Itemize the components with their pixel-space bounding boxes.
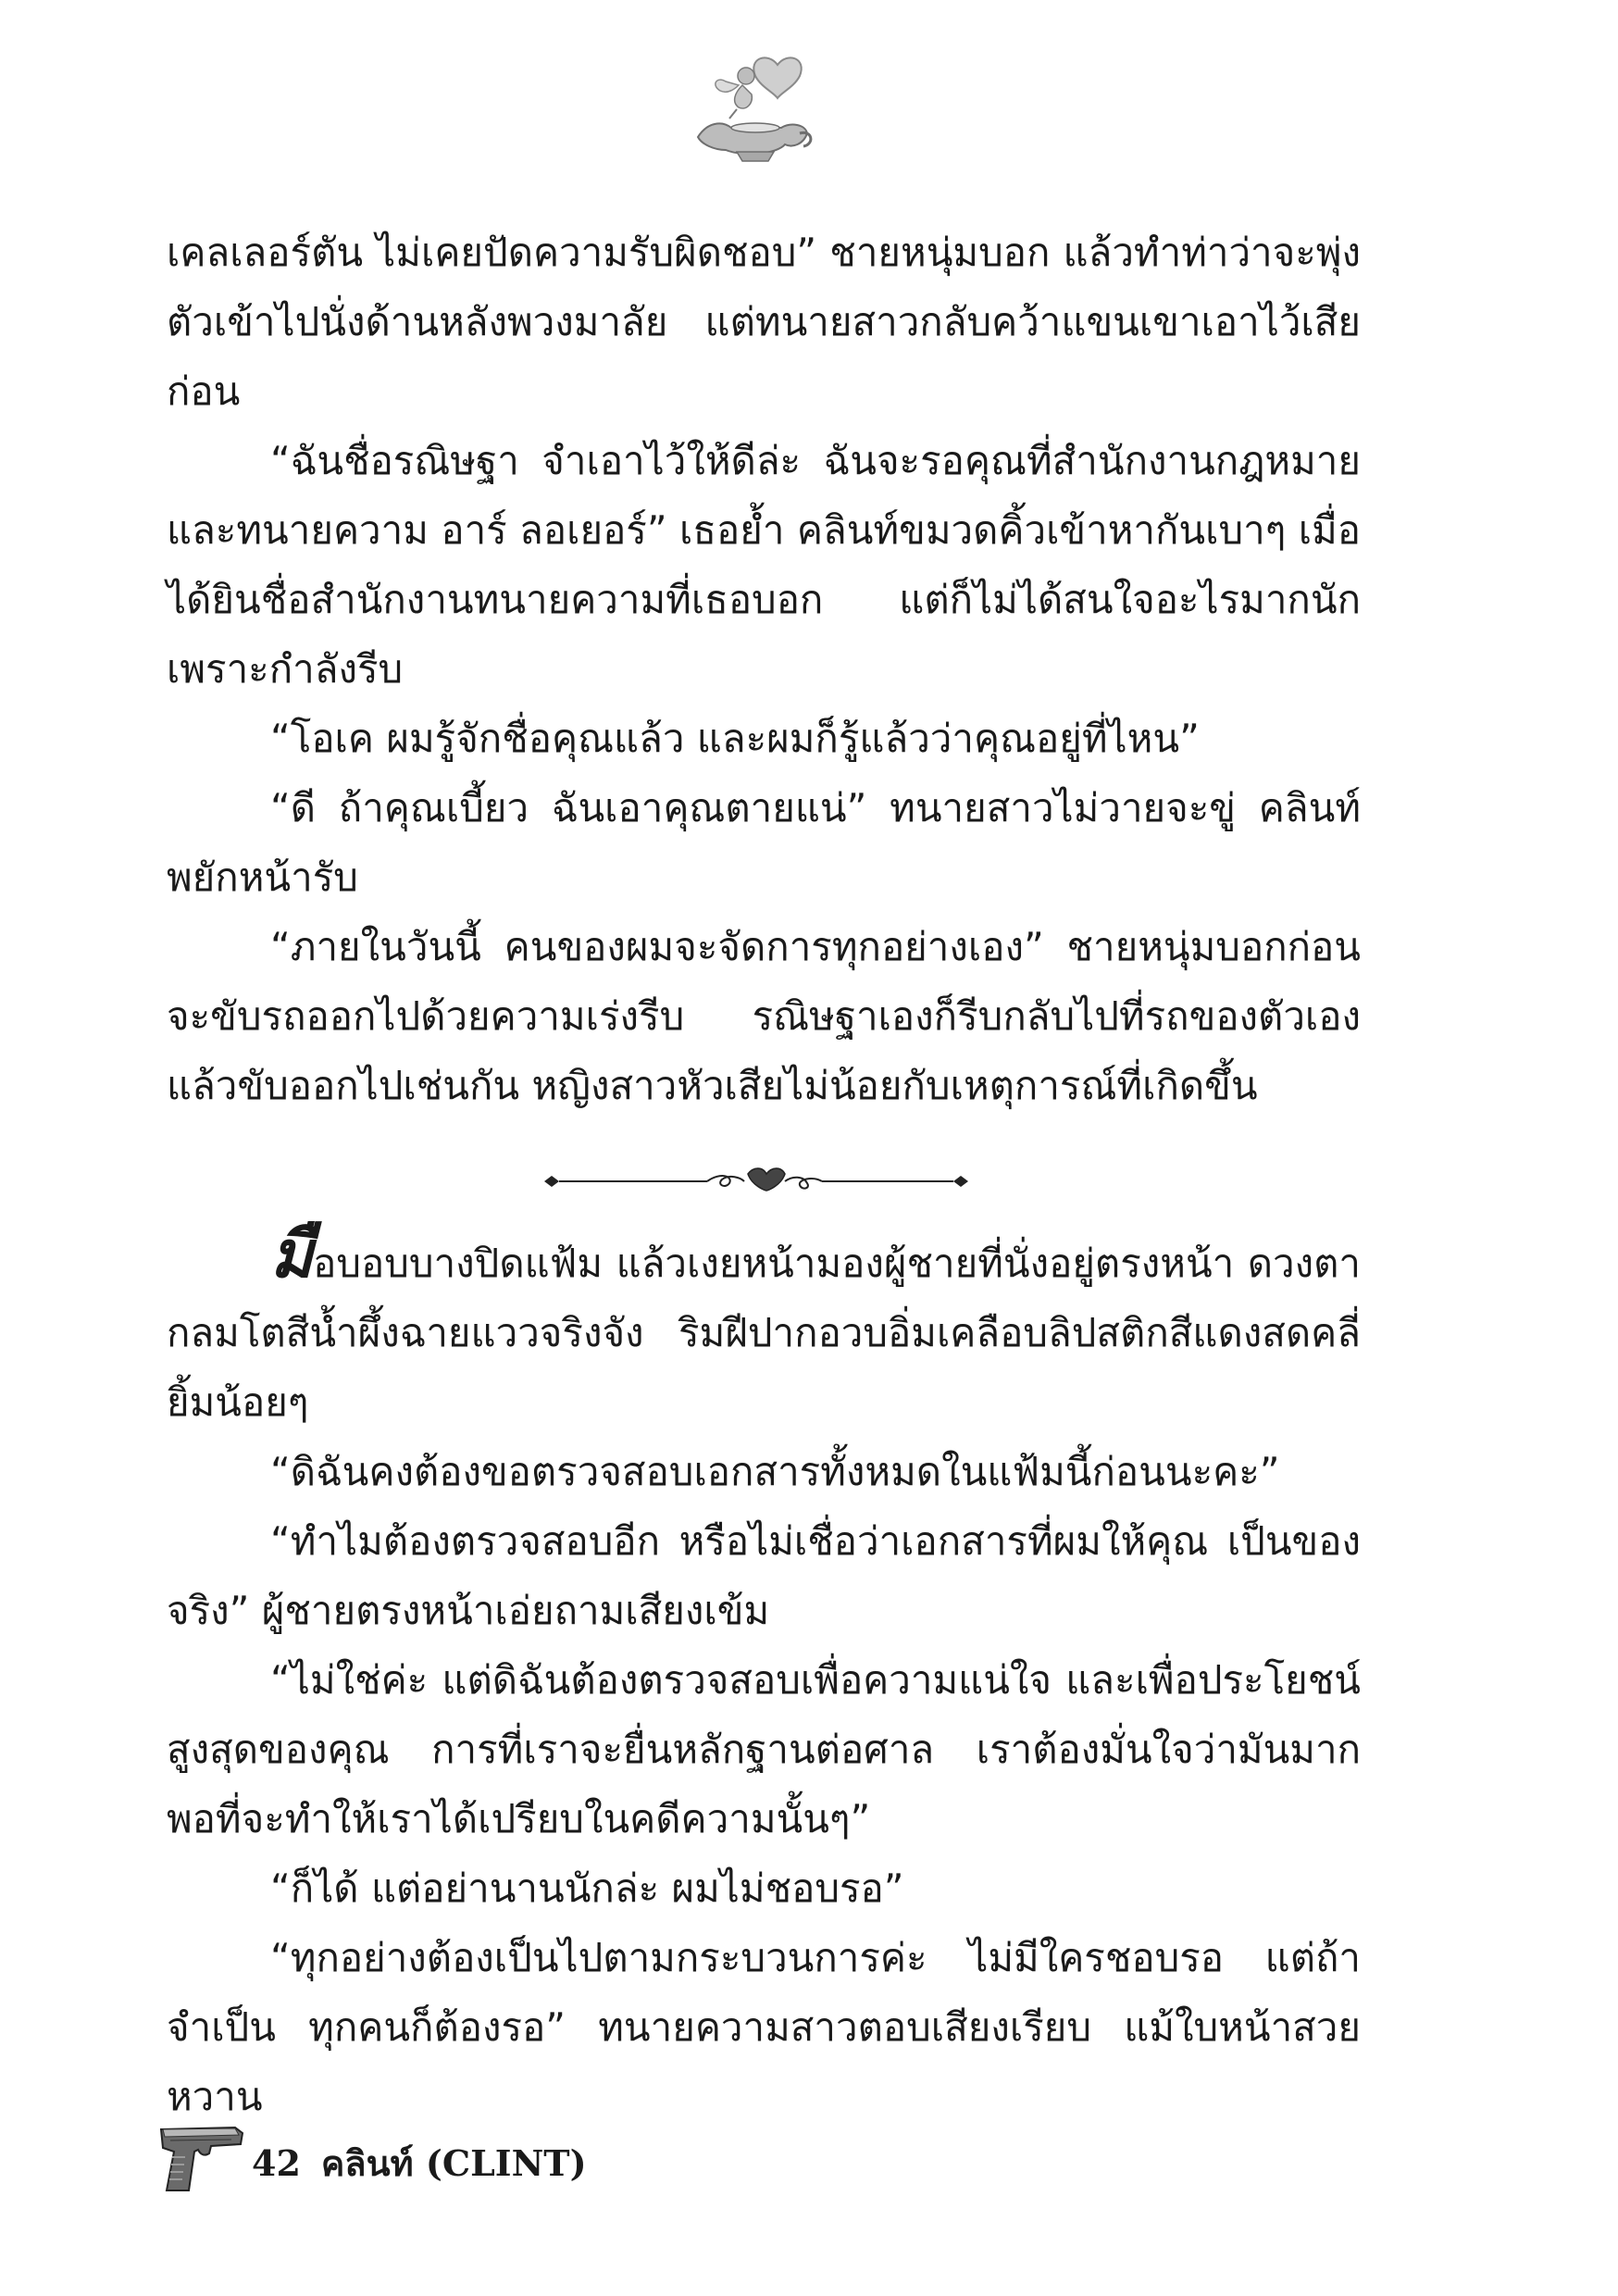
section-1-text <box>167 218 1361 1120</box>
paragraph: “โอเค ผมรู้จักชื่อคุณแล้ว และผมก็รู้แล้วว่าคุณอยู่ที่ไหน” <box>270 716 1200 761</box>
paragraph: “ทำไมต้องตรวจสอบอีก หรือไม่เชื่อว่าเอกสารที่ผมให้คุณ เป็นของจริง” ผู้ชายตรงหน้าเอ่ยถามเสียงเข้ม <box>167 1518 1361 1633</box>
paragraph: เคลเลอร์ตัน ไม่เคยปัดความรับผิดชอบ” ชายหนุ่มบอก แล้วทำท่าว่าจะพุ่งตัวเข้าไปนั่งด้านหลังพวงมาลัย แต่ทนายสาวกลับคว้าแขนเขาเอาไว้เสียก่อน <box>167 230 1361 414</box>
paragraph: “ทุกอย่างต้องเป็นไปตามกระบวนการค่ะ ไม่มีใครชอบรอ แต่ถ้าจำเป็น ทุกคนก็ต้องรอ” ทนายความสาวตอบเสียงเรียบ แม้ใบหน้าสวยหวาน <box>167 1935 1361 2119</box>
paragraph: “ดี ถ้าคุณเบี้ยว ฉันเอาคุณตายแน่” ทนายสาวไม่วายจะขู่ คลินท์พยักหน้ารับ <box>167 785 1361 900</box>
paragraph: “ก็ได้ แต่อย่านานนักล่ะ ผมไม่ชอบรอ” <box>270 1866 904 1911</box>
ornamental-divider-icon <box>539 1163 974 1200</box>
pistol-icon <box>157 2120 245 2194</box>
page-number: 42 <box>252 2142 301 2184</box>
section-2-text <box>167 1216 1361 2131</box>
paragraph: “ไม่ใช่ค่ะ แต่ดิฉันต้องตรวจสอบเพื่อความแน่ใจ และเพื่อประโยชน์สูงสุดของคุณ การที่เราจะยื่นหลักฐานต่อศาล เราต้องมั่นใจว่ามันมากพอที่จะทำให้เราได้เปรียบในคดีความนั้นๆ” <box>167 1657 1361 1841</box>
book-title: คลินท์ (CLINT) <box>320 2142 587 2184</box>
paragraph: “ภายในวันนี้ คนของผมจะจัดการทุกอย่างเอง” ชายหนุ่มบอกก่อนจะขับรถออกไปด้วยความเร่งรีบ รณิษฐาเองก็รีบกลับไปที่รถของตัวเองแล้วขับออกไปเช่นกัน หญิงสาวหัวเสียไม่น้อยกับเหตุการณ์ที่เกิดขึ้น <box>167 924 1361 1108</box>
paragraph-text: อบอบบางปิดแฟ้ม แล้วเงยหน้ามองผู้ชายที่นั่งอยู่ตรงหน้า ดวงตากลมโตสีน้ำผึ้งฉายแววจริงจัง ริมฝีปากอวบอิ่มเคลือบลิปสติกสีแดงสดคลี่ยิ้มน้อยๆ <box>167 1241 1361 1425</box>
drop-cap: มื <box>270 1216 314 1292</box>
paragraph: “ดิฉันคงต้องขอตรวจสอบเอกสารทั้งหมดในแฟ้มนี้ก่อนนะคะ” <box>270 1449 1280 1494</box>
paragraph: “ฉันชื่อรณิษฐา จำเอาไว้ให้ดีล่ะ ฉันจะรอคุณที่สำนักงานกฎหมายและทนายความ อาร์ ลอเยอร์” เธอย้ำ คลินท์ขมวดคิ้วเข้าหากันเบาๆ เมื่อได้ยินชื่อสำนักงานทนายความที่เธอบอก แต่ก็ไม่ได้สนใจอะไรมากนักเพราะกำลังรีบ <box>167 438 1361 692</box>
paragraph <box>167 1216 1361 1437</box>
footer-label <box>252 2140 607 2187</box>
lamp-with-cupid-icon <box>689 48 818 168</box>
page-footer <box>157 2120 805 2203</box>
